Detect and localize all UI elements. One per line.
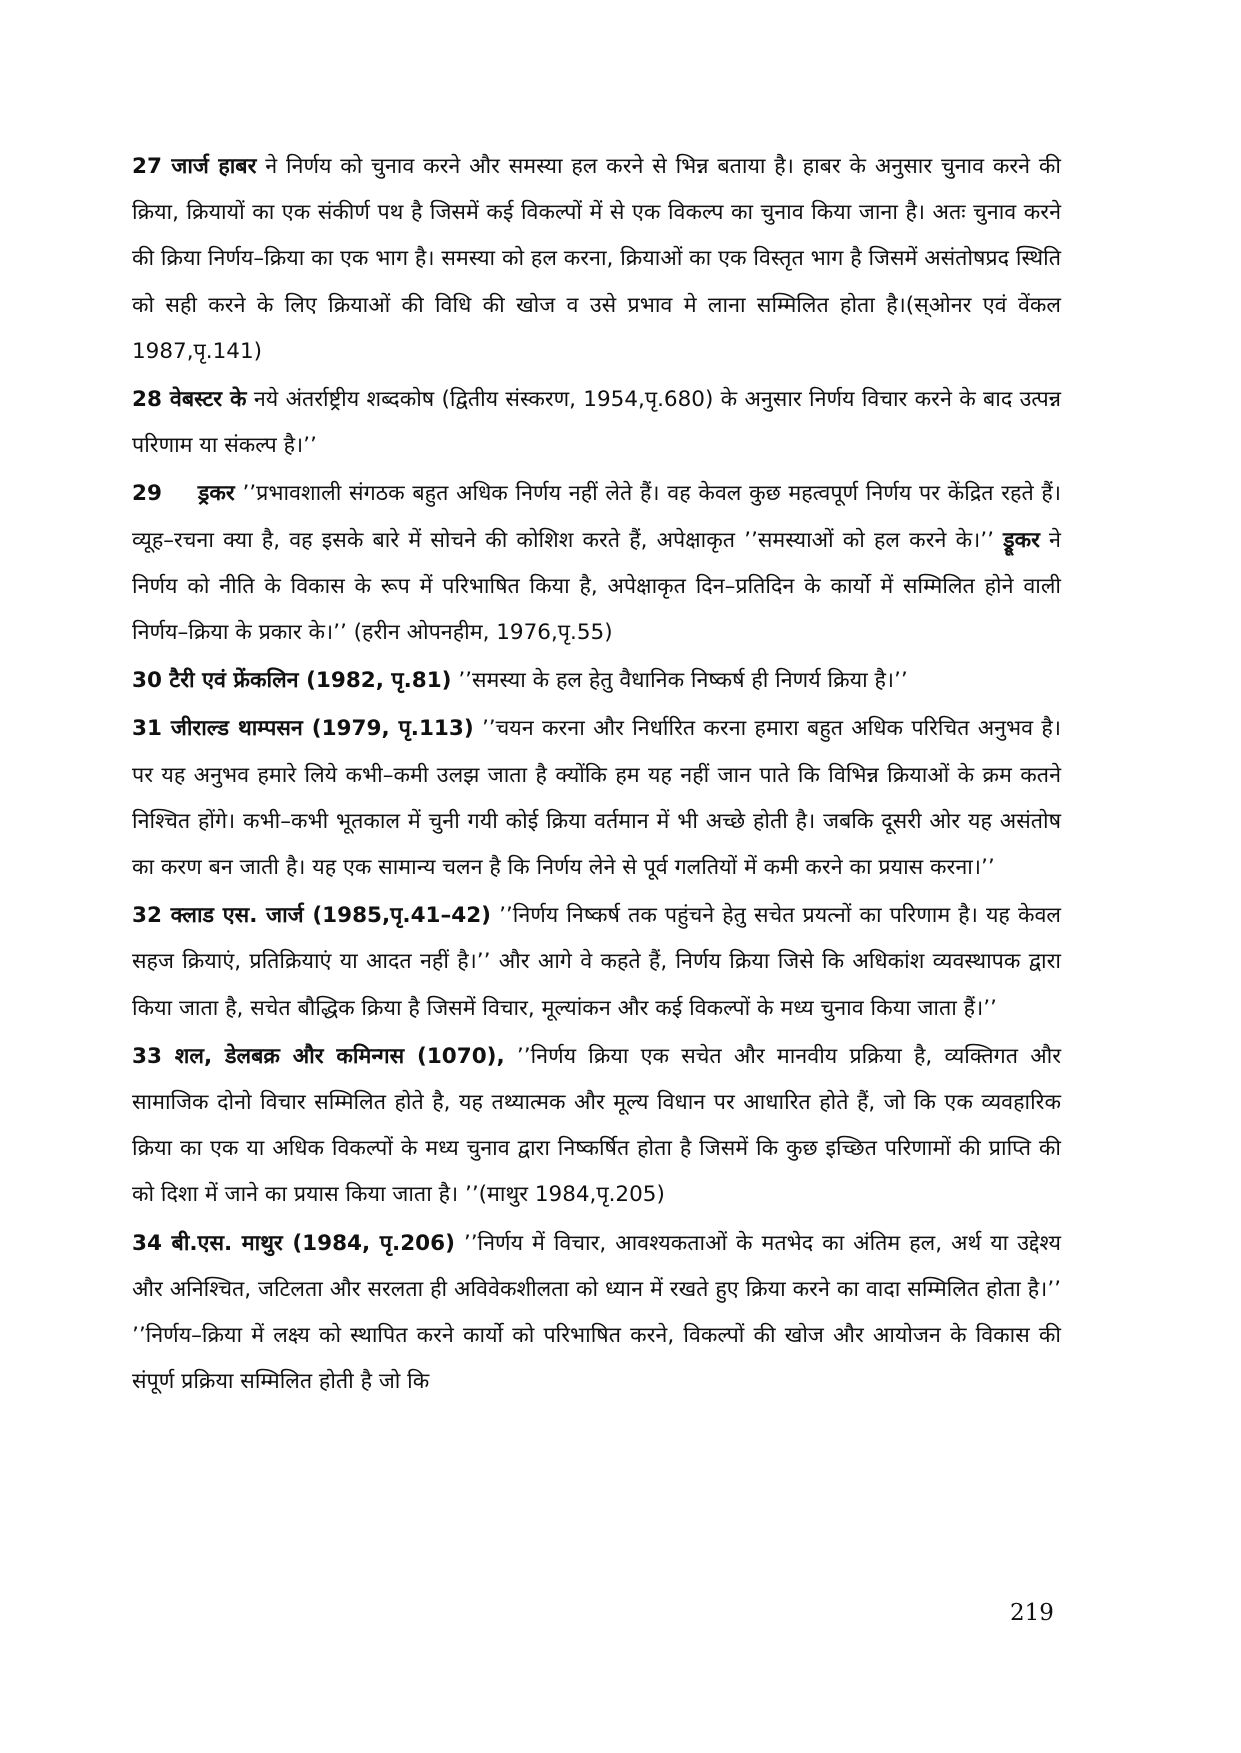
entry-34 [132, 1221, 1061, 1406]
entry-27-lead: 27 जार्ज हाबर [132, 154, 257, 179]
entry-33 [132, 1034, 1061, 1219]
entry-31-lead: 31 जीराल्ड थाम्पसन (1979, पृ.113) [132, 716, 474, 742]
entry-30-lead: 30 टैरी एवं फ्रेंकलिन (1982, पृ.81) [132, 668, 452, 694]
entry-27 [132, 144, 1061, 375]
entry-28-lead: 28 वेबस्टर के [132, 387, 247, 413]
entry-29-text: ’’प्रभावशाली संगठक बहुत अधिक निर्णय नहीं लेते हैं। वह केवल कुछ महत्वपूर्ण निर्णय पर केंद्रित रहते हैं। व्यूह–रचना क्या है, वह इसके बारे में सोचने की कोशिश करते हैं, अपेक्षाकृत ’’समस्याओं को हल करने के।’’ [132, 481, 1061, 553]
entry-30-text: ’’समस्या के हल हेतु वैधानिक निष्कर्ष ही निणर्य क्रिया है।’’ [451, 668, 908, 694]
entry-29-text-2: ने निर्णय को नीति के विकास के रूप में परिभाषित किया है, अपेक्षाकृत दिन–प्रतिदिन के कार्यो में सम्मिलित होने वाली निर्णय–क्रिया के प्रकार के।’’ (हरीन ओपनहीम, 1976,पृ.55) [132, 527, 1061, 646]
entry-30 [132, 658, 1061, 704]
entry-29-number: 29 [132, 481, 162, 507]
entry-34-lead: 34 बी.एस. माथुर (1984, पृ.206) [132, 1230, 455, 1256]
entry-29-lead-2: ड्रूकर [1003, 527, 1040, 553]
entry-27-text: ने निर्णय को चुनाव करने और समस्या हल करने से भिन्न बताया है। हाबर के अनुसार चुनाव करने की क्रिया, क्रियायों का एक संकीर्ण पथ है जिसमें कई विकल्पों में से एक विकल्प का चुनाव किया जाना है। अतः चुनाव करने की क्रिया निर्णय–क्रिया का एक भाग है। समस्या को हल करना, क्रियाओं का एक विस्तृत भाग है जिसमें असंतोषप्रद स्थिति को सही करने के लिए क्रियाओं की विधि की खोज व उसे प्रभाव मे लाना सम्मिलित होता है।(स्ओनर एवं वेंकल 1987,पृ.141) [132, 154, 1062, 364]
entry-34-text: ’’निर्णय में विचार, आवश्यकताओं के मतभेद का अंतिम हल, अर्थ या उद्देश्य और अनिश्चित, जटिलता और सरलता ही अविवेकशीलता को ध्यान में रखते हुए क्रिया करने का वादा सम्मिलित होता है।’’ ’’निर्णय–क्रिया में लक्ष्य को स्थापित करने कार्यो को परिभाषित करने, विकल्पों की खोज और आयोजन के विकास की संपूर्ण प्रक्रिया सम्मिलित होती है जो कि [132, 1230, 1062, 1395]
page-number: 219 [1010, 1600, 1054, 1626]
entry-33-lead: 33 शल, डेलबक्र और कमिन्गस (1070), [132, 1043, 505, 1069]
entry-28-text: नये अंतर्राष्ट्रीय शब्दकोष (द्वितीय संस्करण, 1954,पृ.680) के अनुसार निर्णय विचार करने के बाद उत्पन्न परिणाम या संकल्प है।’’ [132, 387, 1061, 459]
entry-29-lead: ड्रकर [197, 481, 235, 507]
entry-32 [132, 893, 1061, 1032]
entry-31-text: ’’चयन करना और निर्धारित करना हमारा बहुत अधिक परिचित अनुभव है। पर यह अनुभव हमारे लिये कभी–कमी उलझ जाता है क्योंकि हम यह नहीं जान पाते कि विभिन्न क्रियाओं के क्रम कतने निश्चित होंगे। कभी–कभी भूतकाल में चुनी गयी कोई क्रिया वर्तमान में भी अच्छे होती है। जबकि दूसरी ओर यह असंतोष का करण बन जाती है। यह एक सामान्य चलन है कि निर्णय लेने से पूर्व गलतियों में कमी करने का प्रयास करना।’’ [132, 716, 1061, 881]
entry-32-lead: 32 क्लाड एस. जार्ज (1985,पृ.41–42) [132, 903, 491, 929]
entry-29 [132, 471, 1061, 656]
entry-31 [132, 706, 1061, 891]
entry-33-text: ’’निर्णय क्रिया एक सचेत और मानवीय प्रक्रिया है, व्यक्तिगत और सामाजिक दोनो विचार सम्मिलित होते है, यह तथ्यात्मक और मूल्य विधान पर आधारित होते हैं, जो कि एक व्यवहारिक क्रिया का एक या अधिक विकल्पों के मध्य चुनाव द्वारा निष्कर्षित होता है जिसमें कि कुछ इच्छित परिणामों की प्राप्ति की को दिशा में जाने का प्रयास किया जाता है। ’’(माथुर 1984,पृ.205) [132, 1043, 1061, 1208]
entry-28 [132, 377, 1061, 469]
entry-32-text: ’’निर्णय निष्कर्ष तक पहुंचने हेतु सचेत प्रयत्नों का परिणाम है। यह केवल सहज क्रियाएं, प्रतिक्रियाएं या आदत नहीं है।’’ और आगे वे कहते हैं, निर्णय क्रिया जिसे कि अधिकांश व्यवस्थापक द्वारा किया जाता है, सचेत बौद्धिक क्रिया है जिसमें विचार, मूल्यांकन और कई विकल्पों के मध्य चुनाव किया जाता हैं।’’ [132, 903, 1061, 1021]
